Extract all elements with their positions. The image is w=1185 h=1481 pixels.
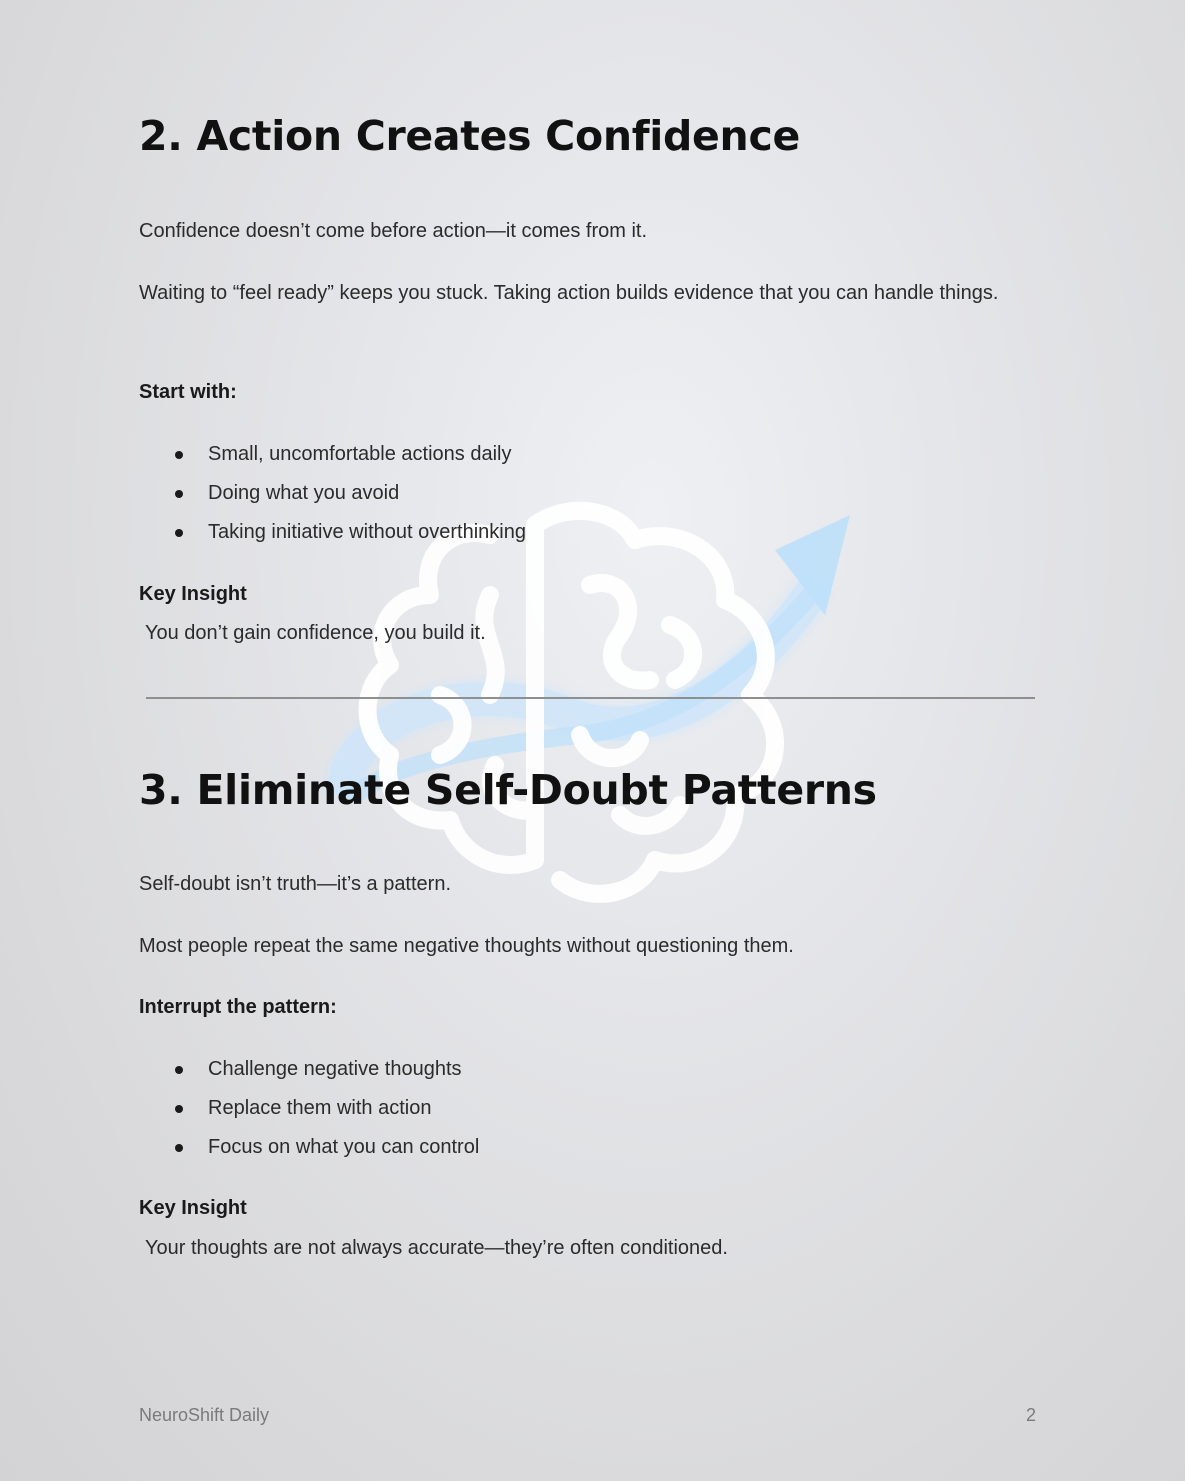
section-2-heading: 2. Action Creates Confidence (139, 112, 800, 160)
section-3-paragraph-1: Self-doubt isn’t truth—it’s a pattern. (139, 873, 452, 895)
section-3-heading: 3. Eliminate Self-Doubt Patterns (139, 766, 877, 814)
section-2-paragraph-2: Waiting to “feel ready” keeps you stuck. Taking action builds evidence that you can handle things. (139, 282, 999, 304)
list-item: Doing what you avoid (175, 474, 526, 513)
section-2-insight-label: Key Insight (139, 583, 247, 605)
section-3-list-label: Interrupt the pattern: (139, 996, 337, 1018)
brain-arrow-watermark-icon (320, 495, 860, 925)
list-item: Replace them with action (175, 1089, 479, 1128)
list-item: Focus on what you can control (175, 1128, 479, 1167)
section-3-insight-label: Key Insight (139, 1197, 247, 1219)
list-item: Small, uncomfortable actions daily (175, 435, 526, 474)
list-item: Taking initiative without overthinking (175, 513, 526, 552)
section-2-list-label: Start with: (139, 381, 237, 403)
section-3-bullet-list (175, 1050, 479, 1167)
section-3-insight-text: Your thoughts are not always accurate—they’re often conditioned. (145, 1237, 728, 1259)
section-divider (146, 697, 1035, 699)
section-3-paragraph-2: Most people repeat the same negative thoughts without questioning them. (139, 935, 794, 957)
section-2-bullet-list (175, 435, 526, 552)
list-item: Challenge negative thoughts (175, 1050, 479, 1089)
section-2-paragraph-1: Confidence doesn’t come before action—it comes from it. (139, 220, 648, 242)
footer-brand: NeuroShift Daily (139, 1405, 270, 1425)
section-2-insight-text: You don’t gain confidence, you build it. (145, 622, 486, 644)
page-number: 2 (1026, 1405, 1037, 1425)
